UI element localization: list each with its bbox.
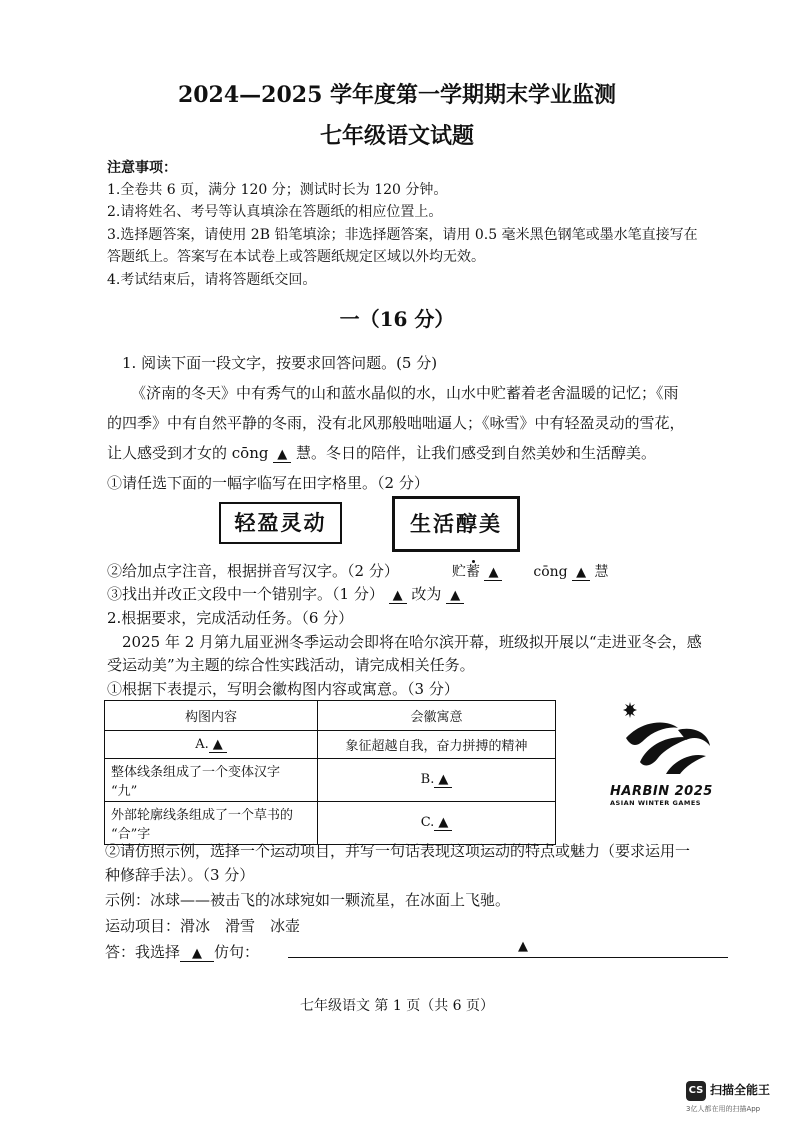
table-header: 构图内容 bbox=[105, 701, 318, 731]
exam-title: 2024—2025 学年度第一学期期末学业监测 bbox=[177, 82, 617, 108]
q1-passage-line: 《济南的冬天》中有秀气的山和蓝水晶似的水，山水中贮蓄着老舍温暖的记忆；《雨 bbox=[131, 384, 679, 402]
answer-blank[interactable]: ▲ bbox=[434, 772, 452, 788]
emblem-table bbox=[104, 700, 556, 845]
table-cell-label: C. bbox=[420, 815, 435, 830]
q1-sub2: ②给加点字注音，根据拼音写汉字。（2 分） bbox=[107, 562, 399, 580]
table-cell-label: A. bbox=[195, 736, 209, 752]
table-cell bbox=[105, 731, 318, 759]
q1-sub3-text: ③找出并改正文段中一个错别字。（1 分） bbox=[107, 585, 384, 603]
notice-item: 1.全卷共 6 页，满分 120 分；测试时长为 120 分钟。 bbox=[107, 182, 448, 198]
passage-text: 让人感受到才女的 cōng bbox=[107, 444, 269, 462]
q1-passage-line: 的四季》中有自然平静的冬雨，没有北风那般咄咄逼人；《咏雪》中有轻盈灵动的雪花， bbox=[107, 414, 685, 432]
answer-blank[interactable]: ▲ bbox=[484, 565, 502, 581]
harbin-emblem bbox=[610, 700, 720, 808]
answer-blank[interactable]: ▲ bbox=[180, 946, 214, 962]
answer-blank-mark: ▲ bbox=[518, 939, 528, 954]
notice-item: 2.请将姓名、考号等认真填涂在答题纸的相应位置上。 bbox=[107, 204, 443, 220]
scanner-name: 扫描全能王 bbox=[710, 1083, 771, 1097]
passage-text: 慧。冬日的陪伴，让我们感受到自然美妙和生活醇美。 bbox=[296, 444, 657, 462]
q2-sub2: ②请仿照示例，选择一个运动项目，并写一句话表现这项运动的特点或魅力（要求运用一 bbox=[105, 842, 691, 860]
q1-sub2-answers bbox=[452, 561, 609, 581]
notice-item: 4.考试结束后，请将答题纸交回。 bbox=[107, 272, 317, 288]
answer-blank[interactable]: ▲ bbox=[434, 815, 452, 831]
q2-items: 运动项目：滑冰 滑雪 冰壶 bbox=[105, 917, 301, 935]
q2-prompt: 2.根据要求，完成活动任务。（6 分） bbox=[107, 609, 354, 627]
q2-sub2: 种修辞手法）。（3 分） bbox=[105, 866, 255, 884]
pinyin-text: cōng bbox=[533, 564, 568, 580]
table-cell-line: “合”字 bbox=[111, 827, 151, 842]
answer-blank[interactable]: ▲ bbox=[273, 447, 291, 463]
q1-passage-line bbox=[107, 442, 656, 463]
q2-sub1: ①根据下表提示，写明会徽构图内容或寓意。（3 分） bbox=[107, 680, 459, 698]
q2-example: 示例：冰球——被击飞的冰球宛如一颗流星，在冰面上飞驰。 bbox=[105, 891, 511, 909]
calligraphy-box-2: 生活醇美 bbox=[392, 496, 520, 552]
table-cell bbox=[318, 802, 556, 845]
scanner-tagline: 3亿人都在用的扫描App bbox=[686, 1105, 761, 1113]
table-cell bbox=[318, 759, 556, 802]
answer-label: 仿句： bbox=[214, 943, 260, 961]
section-heading: 一（16 分） bbox=[339, 307, 455, 331]
answer-blank[interactable]: ▲ bbox=[572, 565, 590, 581]
table-cell bbox=[105, 759, 318, 802]
table-cell: 象征超越自我，奋力拼搏的精神 bbox=[318, 731, 556, 759]
table-cell-line: “九” bbox=[111, 784, 138, 799]
notice-heading: 注意事项： bbox=[107, 160, 177, 176]
q1-sub1: ①请任选下面的一幅字临写在田字格里。（2 分） bbox=[107, 474, 429, 492]
page-footer: 七年级语文 第 1 页（共 6 页） bbox=[299, 998, 495, 1014]
table-cell bbox=[105, 802, 318, 845]
q2-intro: 2025 年 2 月第九届亚洲冬季运动会即将在哈尔滨开幕，班级拟开展以“走进亚冬会，感 bbox=[122, 633, 702, 651]
scanner-logo-icon: CS bbox=[686, 1081, 706, 1101]
notice-item: 3.选择题答案，请使用 2B 铅笔填涂；非选择题答案，请用 0.5 毫米黑色钢笔或墨水笔直接写在 bbox=[107, 227, 698, 243]
answer-blank[interactable]: ▲ bbox=[389, 588, 407, 604]
dotted-char: 蓄 bbox=[466, 564, 480, 580]
q1-prompt: 1. 阅读下面一段文字，按要求回答问题。(5 分) bbox=[122, 354, 438, 372]
answer-blank[interactable]: ▲ bbox=[209, 737, 227, 753]
notice-item: 答题纸上。答案写在本试卷上或答题纸规定区域以外均无效。 bbox=[107, 249, 485, 265]
calligraphy-box-1: 轻盈灵动 bbox=[219, 502, 342, 544]
emblem-subtitle: ASIAN WINTER GAMES bbox=[610, 799, 701, 807]
table-cell-line: 外部轮廓线条组成了一个草书的 bbox=[111, 808, 294, 823]
table-cell-line: 整体线条组成了一个变体汉字 bbox=[111, 765, 281, 780]
q2-intro: 受运动美”为主题的综合性实践活动，请完成相关任务。 bbox=[107, 656, 475, 674]
emblem-title: HARBIN 2025 bbox=[610, 784, 713, 799]
hanzi-text: 慧 bbox=[594, 564, 609, 580]
q1-sub3-mid: 改为 bbox=[411, 585, 442, 603]
answer-line[interactable] bbox=[288, 957, 728, 958]
dotted-word: 贮 bbox=[452, 564, 466, 580]
q2-answer bbox=[105, 941, 259, 962]
q1-sub3 bbox=[107, 583, 464, 604]
table-header: 会徽寓意 bbox=[318, 701, 556, 731]
answer-label: 答：我选择 bbox=[105, 943, 181, 961]
exam-subtitle: 七年级语文试题 bbox=[319, 123, 474, 149]
emblem-icon bbox=[610, 700, 720, 780]
table-cell-label: B. bbox=[420, 772, 435, 787]
answer-blank[interactable]: ▲ bbox=[446, 588, 464, 604]
